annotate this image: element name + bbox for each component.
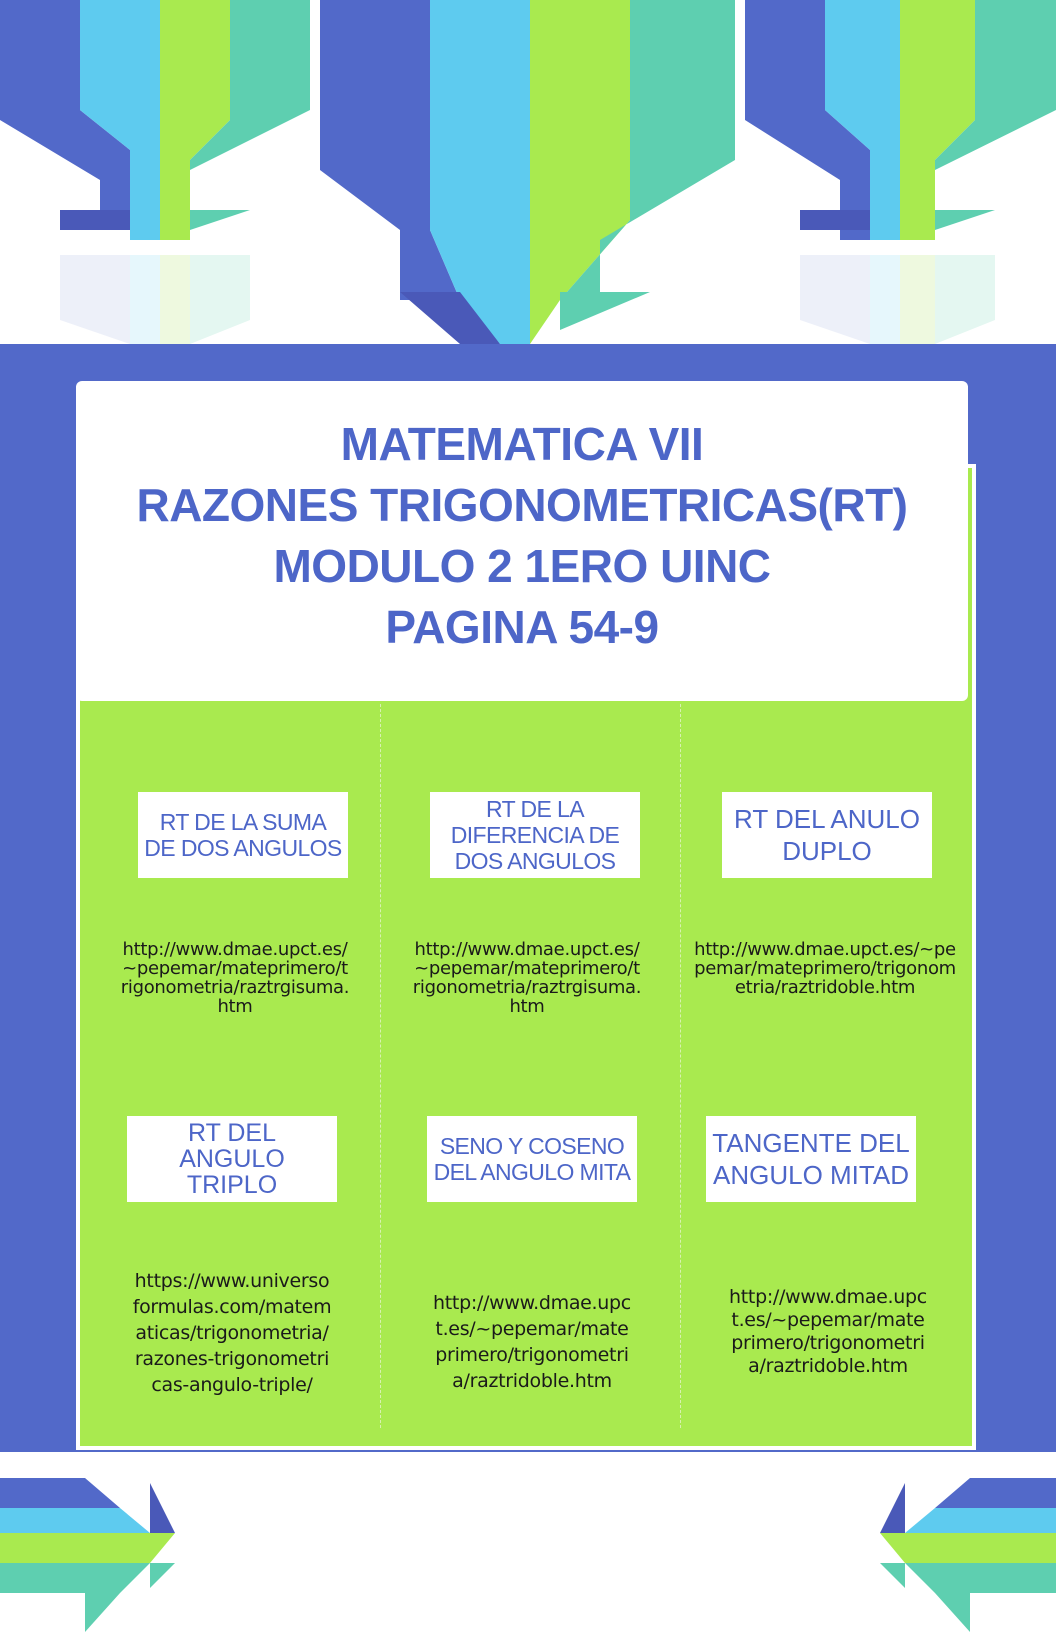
title-line-1: MATEMATICA VII (340, 418, 704, 470)
topic-link-seno-coseno[interactable]: http://www.dmae.upct.es/~pepemar/mateprimero/trigonometria/raztridoble.htm (433, 1292, 631, 1392)
topic-link-diferencia[interactable]: http://www.dmae.upct.es/~pepemar/mateprimero/trigonometria/raztrgisuma.htm (412, 939, 642, 1017)
bottom-arrow-decoration (0, 1478, 1056, 1632)
topic-link-tangente[interactable]: http://www.dmae.upct.es/~pepemar/mateprimero/trigonometria/raztridoble.htm (729, 1286, 927, 1377)
topic-card-triplo: RT DEL ANGULO TRIPLO (127, 1116, 337, 1202)
topic-link-duplo[interactable]: http://www.dmae.upct.es/~pepemar/mateprimero/trigonometria/raztridoble.htm (694, 939, 956, 998)
topic-card-seno-coseno: SENO Y COSENO DEL ANGULO MITA (427, 1116, 637, 1202)
topic-link-suma[interactable]: http://www.dmae.upct.es/~pepemar/mateprimero/trigonometria/raztrgisuma.htm (120, 939, 350, 1017)
title-line-4: PAGINA 54-9 (385, 601, 659, 653)
topic-card-duplo: RT DEL ANULO DUPLO (722, 792, 932, 878)
topic-link-triplo[interactable]: https://www.universoformulas.com/matematicas/trigonometria/razones-trigonometricas-angulo-triple/ (132, 1270, 332, 1396)
title-line-2: RAZONES TRIGONOMETRICAS(RT) (136, 479, 908, 531)
column-divider (380, 704, 381, 1428)
page-title (76, 414, 968, 658)
topic-card-tangente: TANGENTE DEL ANGULO MITAD (706, 1116, 916, 1202)
title-line-3: MODULO 2 1ERO UINC (273, 540, 771, 592)
column-divider (680, 704, 681, 1428)
topic-card-diferencia: RT DE LA DIFERENCIA DE DOS ANGULOS (430, 792, 640, 878)
topic-card-suma: RT DE LA SUMA DE DOS ANGULOS (138, 792, 348, 878)
top-ribbon-decoration (0, 0, 1056, 344)
